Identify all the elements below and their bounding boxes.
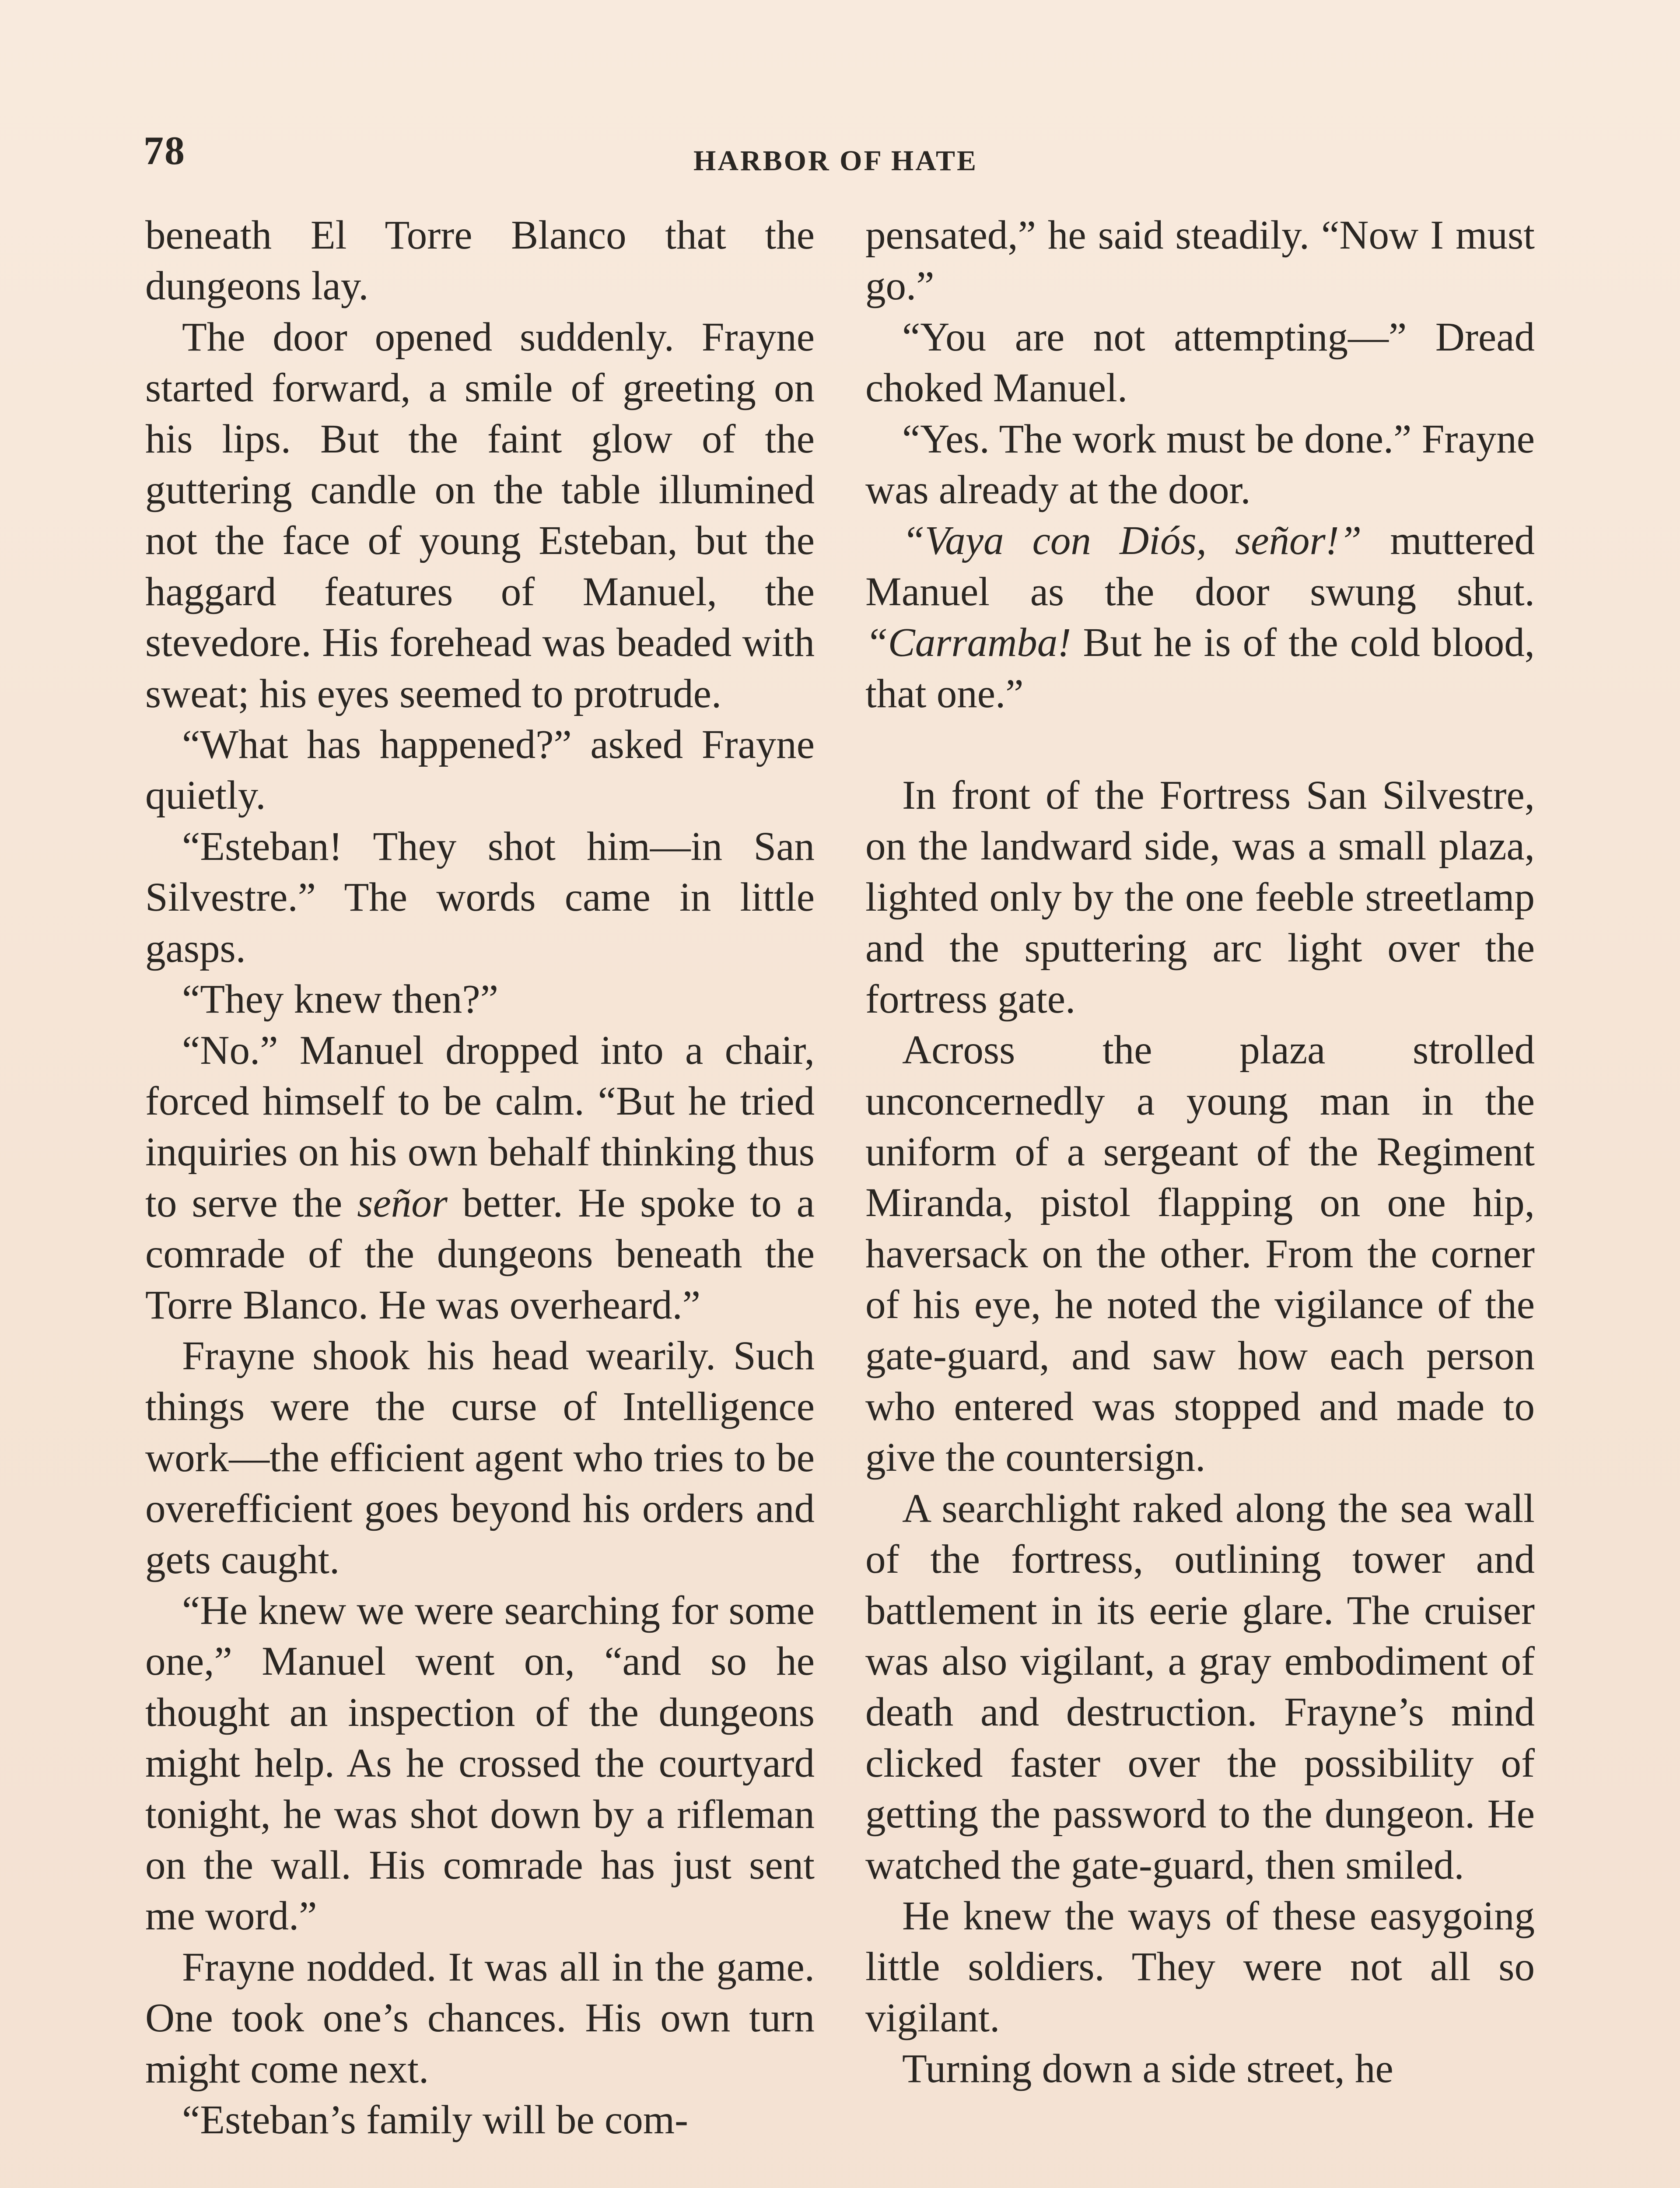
running-title: HARBOR OF HATE bbox=[693, 145, 978, 177]
paragraph: “Esteban! They shot him—in San Silvestre.” The words came in little gasps. bbox=[145, 824, 815, 971]
italic-text-run: “Vaya con Diós, señor!” bbox=[902, 518, 1362, 564]
paragraph: He knew the ways of these easygoing little soldiers. They were not all so vigilant. bbox=[865, 1893, 1535, 2041]
text-run: “No.” Manuel dropped into a chair, forced himself to be calm. “But he tried inquiries on his own behalf thinking thus to serve the bbox=[145, 1027, 815, 1226]
paragraph: Turning down a side street, he bbox=[902, 2046, 1393, 2092]
text-run: muttered Manuel as the door swung shut. bbox=[865, 518, 1535, 614]
paragraph: A searchlight raked along the sea wall of the fortress, outlining tower and battlement in its eerie glare. The cruiser was also vigilant, a gray embodiment of death and destruction. Frayne’s mind clicked faster over the possibility of getting the password to the dungeon. He watched the gate-guard, then smiled. bbox=[865, 1486, 1535, 1888]
paragraph-section-start: In front of the Fortress San Silvestre, on the landward side, was a small plaza, lighted only by the one feeble streetlamp and the sputtering arc light over the fortress gate. bbox=[865, 773, 1535, 1022]
paragraph-continued: beneath El Torre Blanco that the dungeons lay. bbox=[145, 213, 815, 309]
paragraph: “You are not attempting—” Dread choked Manuel. bbox=[865, 314, 1535, 411]
paragraph-continued: pensated,” he said steadily. “Now I must go.” bbox=[865, 213, 1535, 309]
left-column bbox=[145, 210, 815, 2146]
paragraph: The door opened suddenly. Frayne started forward, a smile of greeting on his lips. But the faint glow of the guttering candle on the table illumined not the face of young Esteban, but the haggard features of Manuel, the stevedore. His forehead was beaded with sweat; his eyes seemed to protrude. bbox=[145, 314, 815, 716]
paragraph: “Esteban’s family will be com- bbox=[182, 2097, 689, 2143]
italic-text-run: señor bbox=[357, 1180, 448, 1226]
paragraph: “What has happened?” asked Frayne quietly. bbox=[145, 722, 815, 818]
paragraph: Across the plaza strolled unconcernedly a young man in the uniform of a sergeant of the Regiment Miranda, pistol flapping on one hip, haversack on the other. From the corner of his eye, he noted the vigilance of the gate-guard, and saw how each person who entered was stopped and made to give the countersign. bbox=[865, 1027, 1535, 1480]
paragraph bbox=[145, 1025, 815, 1331]
paragraph: “They knew then?” bbox=[182, 977, 498, 1022]
right-column bbox=[865, 210, 1535, 2095]
paragraph: “He knew we were searching for some one,” Manuel went on, “and so he thought an inspection of the dungeons might help. As he crossed the courtyard tonight, he was shot down by a rifleman on the wall. His comrade has just sent me word.” bbox=[145, 1588, 815, 1939]
text-run: better. He spoke to a comrade of the dungeons beneath the Torre Blanco. He was overheard.” bbox=[145, 1180, 815, 1328]
text-run: But he is of the cold blood, that one.” bbox=[865, 620, 1535, 716]
page-number: 78 bbox=[144, 128, 186, 173]
paragraph: “Yes. The work must be done.” Frayne was already at the door. bbox=[865, 416, 1535, 513]
paragraph: Frayne nodded. It was all in the game. One took one’s chances. His own turn might come next. bbox=[145, 1944, 815, 2092]
paragraph bbox=[865, 515, 1535, 719]
italic-text-run: “Carramba! bbox=[865, 620, 1071, 666]
paragraph: Frayne shook his head wearily. Such things were the curse of Intelligence work—the efficient agent who tries to be overefficient goes beyond his orders and gets caught. bbox=[145, 1333, 815, 1582]
